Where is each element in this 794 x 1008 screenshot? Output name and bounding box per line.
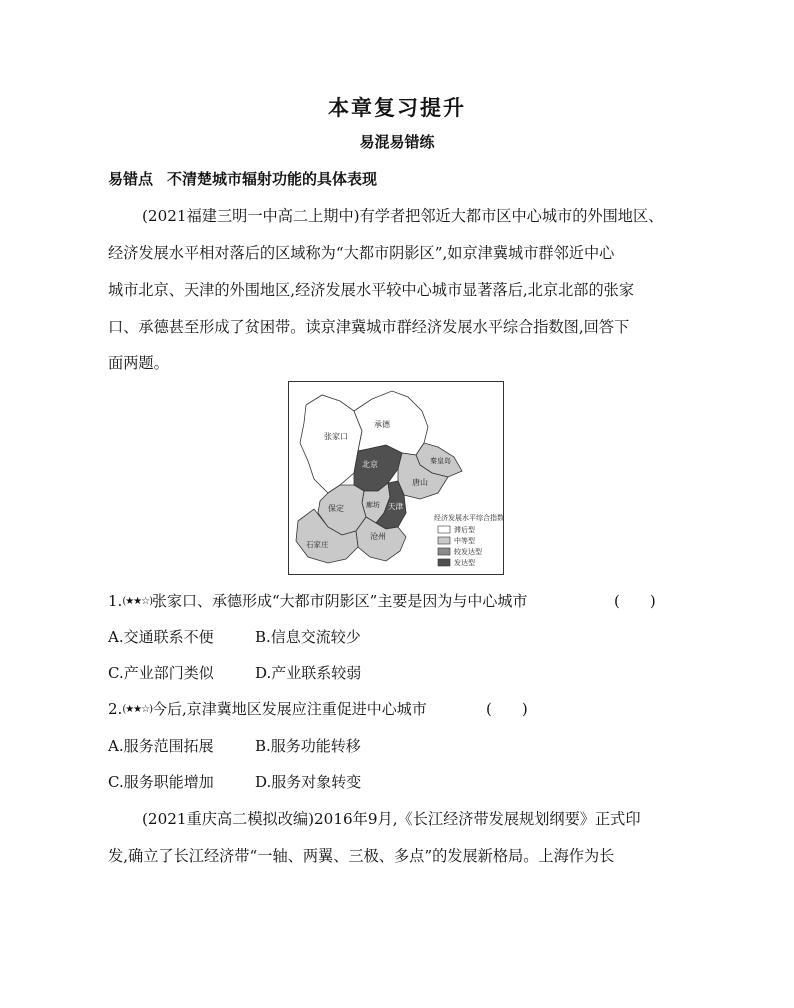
section-subtitle: 易混易错练 [359, 133, 435, 151]
label-chengde: 承德 [374, 420, 390, 429]
label-baoding: 保定 [328, 504, 344, 513]
passage2-line-2: 发,确立了长江经济带“一轴、两翼、三极、多点”的发展新格局。上海作为长 [108, 847, 615, 865]
label-qinhuangdao: 秦皇岛 [430, 457, 451, 465]
passage1-line-3: 城市北京、天津的外围地区,经济发展水平较中心城市显著落后,北京北部的张家 [108, 281, 635, 299]
passage1-line-5: 面两题。 [108, 354, 169, 372]
difficulty-stars-icon: (★★☆) [122, 704, 153, 715]
label-tianjin: 天津 [388, 502, 403, 511]
error-point-heading [108, 168, 377, 189]
question-1-options-row-1 [108, 626, 361, 647]
legend-title: 经济发展水平综合指数 [434, 514, 504, 522]
jingjinji-economic-map [288, 381, 504, 575]
passage1-line-4: 口、承德甚至形成了贫困带。读京津冀城市群经济发展水平综合指数图,回答下 [108, 318, 630, 336]
legend-swatch-advanced [438, 559, 450, 566]
legend-label-lagging: 滞后型 [454, 526, 475, 534]
answer-blank-2[interactable]: ( ) [486, 700, 528, 718]
page-title: 本章复习提升 [328, 95, 466, 120]
option-2b[interactable]: B.服务功能转移 [255, 737, 361, 755]
label-beijing: 北京 [362, 460, 378, 469]
error-point-label: 易错点 [108, 170, 154, 188]
legend-swatch-lagging [438, 526, 450, 533]
label-langfang: 廊坊 [366, 501, 380, 509]
option-1a[interactable]: A.交通联系不便 [108, 628, 214, 646]
question-2-options-row-1 [108, 735, 361, 756]
option-1c[interactable]: C.产业部门类似 [108, 664, 214, 682]
passage2-line-1: (2021重庆高二模拟改编)2016年9月,《长江经济带发展规划纲要》正式印 [142, 810, 641, 828]
question-1-options-row-2 [108, 662, 362, 683]
question-2 [108, 698, 528, 719]
question-1-stem: 张家口、承德形成“大都市阴影区”主要是因为与中心城市 [152, 592, 528, 610]
legend-swatch-developed [438, 548, 450, 555]
question-2-number: 2. [108, 700, 123, 718]
passage1-line-2: 经济发展水平相对落后的区域称为“大都市阴影区”,如京津冀城市群邻近中心 [108, 244, 615, 262]
question-2-stem: 今后,京津冀地区发展应注重促进中心城市 [152, 700, 427, 718]
option-2a[interactable]: A.服务范围拓展 [108, 737, 214, 755]
legend-label-advanced: 发达型 [454, 559, 475, 567]
legend-label-developed: 较发达型 [454, 548, 482, 556]
option-1b[interactable]: B.信息交流较少 [255, 628, 361, 646]
option-2c[interactable]: C.服务职能增加 [108, 773, 214, 791]
label-tangshan: 唐山 [412, 478, 428, 487]
question-1 [108, 590, 656, 611]
option-1d[interactable]: D.产业联系较弱 [255, 664, 362, 682]
question-2-options-row-2 [108, 771, 362, 792]
label-shijiazhuang: 石家庄 [306, 540, 329, 549]
answer-blank-1[interactable]: ( ) [614, 592, 656, 610]
difficulty-stars-icon: (★★☆) [122, 596, 153, 607]
question-1-number: 1. [108, 592, 123, 610]
legend-label-medium: 中等型 [454, 537, 475, 545]
error-point-text: 不清楚城市辐射功能的具体表现 [167, 170, 378, 188]
passage1-line-1: (2021福建三明一中高二上期中)有学者把邻近大都市区中心城市的外围地区、 [142, 207, 664, 225]
label-cangzhou: 沧州 [370, 532, 386, 541]
option-2d[interactable]: D.服务对象转变 [255, 773, 362, 791]
label-zhangjiakou: 张家口 [324, 432, 348, 441]
legend-swatch-medium [438, 537, 450, 544]
